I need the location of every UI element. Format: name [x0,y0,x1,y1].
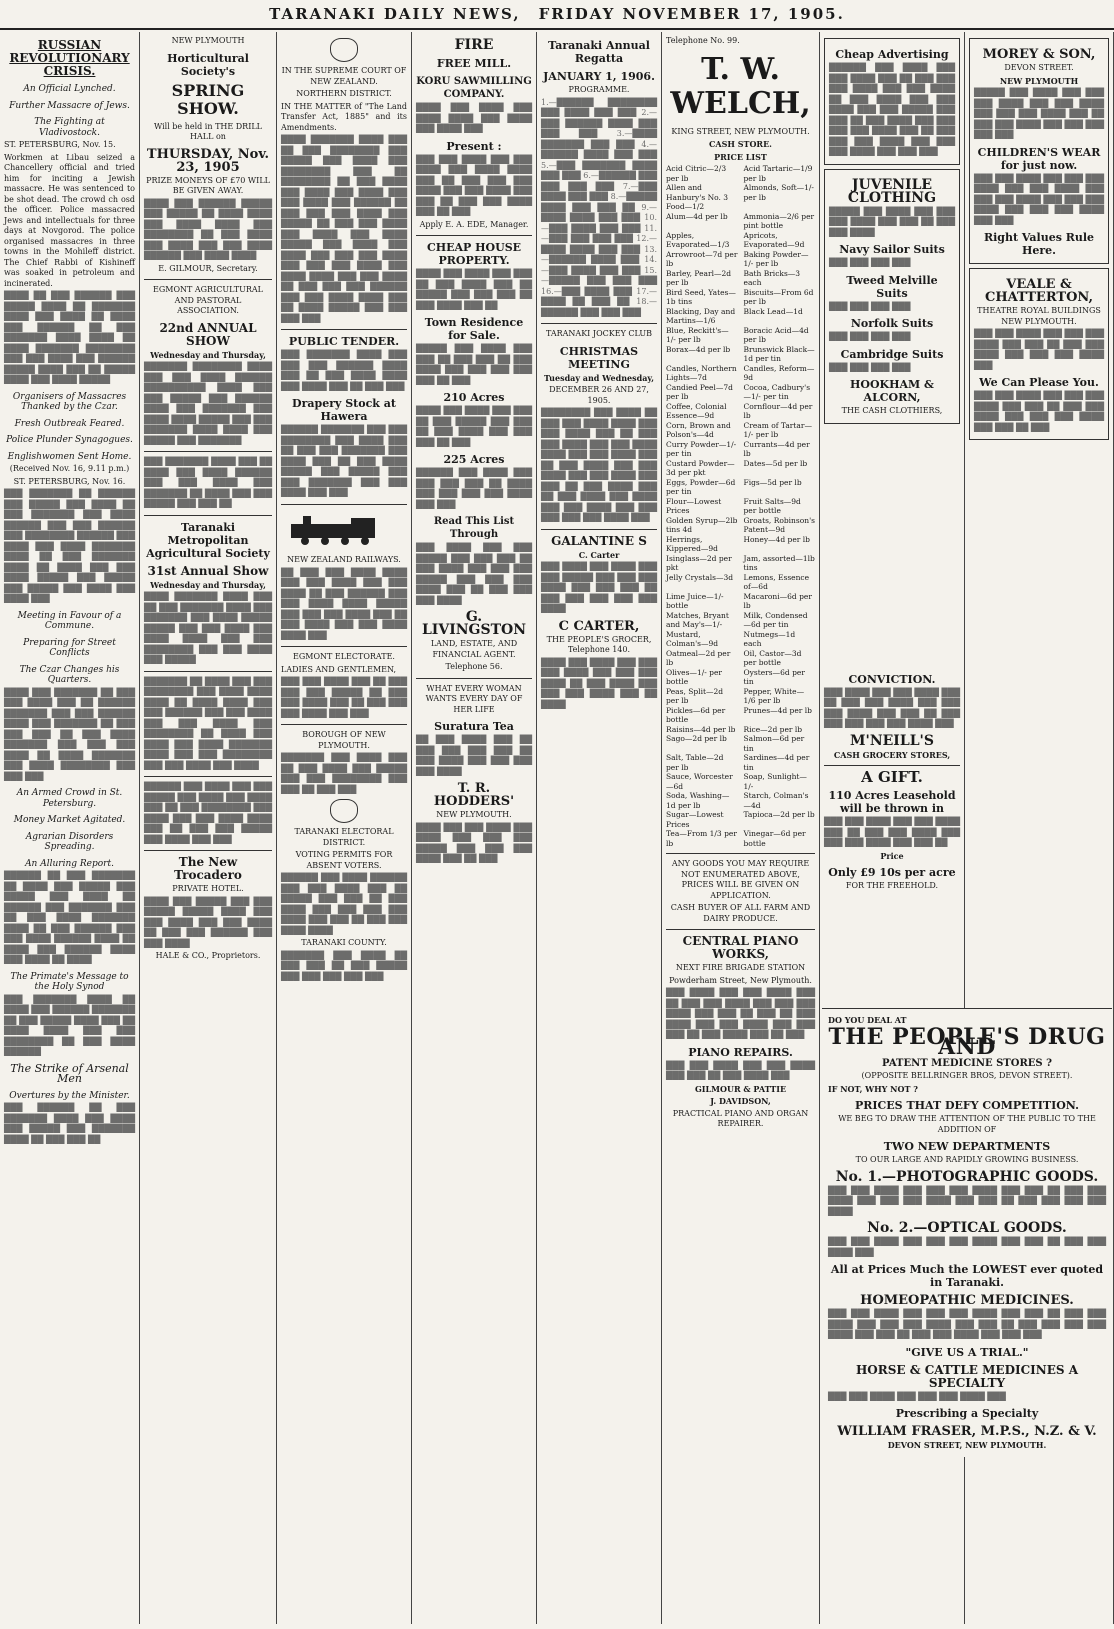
insurance-notice: ████ ███ ████ ███ ███ ███ ████ ███ ███ ███ ████ ██ ███ ████ ███ ███ ███ ████ ███ ██ ████ [541,657,657,709]
conviction-body: ███ ████ ███ ███ ████ ███ ██ ███ ███ ████ ███ ███ ███ ████ ███ ███ ██ ███ ███ ███ ███ ███ ████ ███ [824,687,960,728]
price-line: ███ ███ ███ ███ [829,332,911,341]
price-list-item: Coffee, Colonial Essence—9d [666,401,727,420]
price-list-item: Biscuits—From 6d per lb [743,287,814,306]
tender-body: ███ ███████ ████ ███ ███ ███ ██████ ████ ███ ██ ███ ████ ████ ███ ████ ███ ██ ███ ███ [281,350,407,391]
public-tender-heading: PUBLIC TENDER. [288,335,400,348]
subhead: The Fighting at Vladivostock. [34,117,105,138]
price-list-item: Candles, Reform—9d [743,363,815,382]
suratura-heading: Suratura Tea [434,720,514,733]
russian-headline: RUSSIAN REVOLUTIONARY CRISIS. [9,38,130,78]
price-list-item: Bird Seed, Yates—1b tins [666,287,736,306]
divider [666,929,815,930]
morey-place: NEW PLYMOUTH [999,75,1079,86]
subhead: Preparing for Street Conflicts [23,637,116,658]
price-list-item: Dates—5d per lb [743,458,808,468]
price-list-item: Almonds, Soft—1/- per lb [743,183,814,202]
price-list-item: Salmon—6d per tin [743,734,805,753]
drug-store-heading: THE PEOPLE'S DRUG AND [828,1023,1106,1060]
price-list-item: Figs—5d per lb [743,477,802,487]
absent-voters: VOTING PERMITS FOR ABSENT VOTERS. [295,850,393,870]
secretary-signature: E. GILMOUR, Secretary. [158,263,258,273]
price-list-item: Herrings, Kippered—9d [666,534,718,553]
article-body-continued: ████ ██ ███ ██████ ███ █████ ████ ██ ███████ ████ ███ ████ ██ ████ ███ ██████ ██ ███ ███████ ████ ████ ██ ████ ███████ ████████ ███ ███ ████ ███ ██████ █████ ████ ███ ██ █████ ████ ███ ████ █████ [4,291,135,384]
divider [541,529,657,530]
fire-heading: FIRE [454,37,494,53]
electoral-heading: TARANAKI ELECTORAL DISTRICT. [294,827,394,847]
tender-body: ██████ ███████ ███ ███ ████████ ███ ████ ███ ██ ███ ███ ███████ ███ ████ ███ ██ ███ ████ █████ ███ █████ ███ ███ ███████ ███ ███ ████ ███ ███ [281,425,407,497]
photo-goods: No. 1.—PHOTOGRAPHIC GOODS. [835,1168,1099,1185]
morey-street: DEVON STREET. [1004,63,1074,72]
ladies-greeting: LADIES AND GENTLEMEN, [281,664,397,674]
column-property [412,32,537,1624]
price-list-item: Baking Powder—1/- per lb [743,249,809,268]
livingston-telephone: Telephone 56. [445,662,503,671]
price-list-item: Mustard, Colman's—9d [666,629,719,648]
tea-tagline: WHAT EVERY WOMAN WANTS EVERY DAY OF HER LIFE [425,683,523,714]
hotel-owner: HALE & CO., Proprietors. [155,951,261,960]
show-days: Wednesday and Thursday, [150,349,266,360]
cash-store: CASH STORE. [709,139,772,149]
property-body: ███ ████ ███ ███ █████ ███ ███ ███ ██ ███ ████ ███ ███ ███ █████ ███ ███ ███ ████ ███ ██ ███ ███ ███ ████ [416,543,532,605]
subhead: An Official Lynched. [23,84,116,94]
subhead: Further Massacre of Jews. [9,100,130,111]
present-heading: Present : [446,139,502,153]
norfolk-suits: Norfolk Suits [850,317,934,330]
issue-date: FRIDAY NOVEMBER 17, 1905. [538,5,845,23]
davidson-heading: J. DAVIDSON, [710,1096,771,1106]
price-list-item: Salt, Table—2d per lb [666,753,724,772]
veale-box [969,268,1109,440]
drapery-heading: Drapery Stock at Hawera [292,397,396,423]
piano-repairs-heading: PIANO REPAIRS. [688,1045,793,1059]
price-list-item: Sardines—4d per tin [743,753,810,772]
dateline: ST. PETERSBURG, Nov. 16. [13,476,126,486]
hookham-sub: THE CASH CLOTHIERS, [841,406,943,415]
cheap-advertising-box [824,38,960,165]
subhead: Overtures by the Minister. [9,1090,130,1101]
hotel-sub: PRIVATE HOTEL. [172,884,244,893]
price-list-item: Acid Tartaric—1/9 per lb [743,164,813,183]
price-list-item: Apricots, Evaporated—9d [743,230,805,249]
county-heading: TARANAKI COUNTY. [301,938,387,947]
subhead: Meeting in Favour of a Commune. [17,610,122,631]
gift-heading: A GIFT. [861,768,923,786]
subhead: Englishwomen Sent Home. [7,451,132,462]
price-list-item: Acid Citric—2/3 per lb [666,164,727,183]
price-list-item: Nutmegs—1d each [743,629,796,648]
show-details: ████ ███ ██████ █████ ███ █████ ██ ████ ████ ███ ████ ████ ███ ████████ ██ ███ ████ ███ ████ ███ ███ ████ ██████ ███ ████ ████ [144,198,272,260]
price-list-item: Black Lead—1d [743,306,803,316]
subhead: The Czar Changes his Quarters. [19,664,120,685]
price-list-item: Sago—2d per lb [666,734,727,743]
price-list-item: Golden Syrup—2lb tins 4d [666,515,738,534]
price-list-item: Corn, Brown and Polson's—4d [666,420,731,439]
price-list-item: Honey—4d per lb [743,534,810,544]
price-list-item: Jelly Crystals—3d [666,572,734,582]
price-list-item: Apples, Evaporated—1/3 [666,230,730,249]
masthead [0,0,1114,30]
price-list-item: Milk, Condensed—6d per tin [743,610,808,629]
freehold-note: FOR THE FREEHOLD. [845,881,939,890]
prescribing: Prescribing a Specialty [895,1407,1039,1420]
price-list-item: Brunswick Black—1d per tin [743,344,815,363]
mill-contact: Apply E. A. EDE, Manager. [419,219,529,229]
hotel-details: ████ ███ █████ ███ ███ █████ █████ ████ ███ ███ ████ ███ ███ ████ ██ ███ ███ ██████ ███ ███ ████ [144,896,272,948]
navy-suits: Navy Sailor Suits [839,243,945,256]
livingston-sub: LAND, ESTATE, AND FINANCIAL AGENT. [430,639,518,659]
morey-body: █████ ███ ████ ███ ███ ███ ████ ███ ███ ████ ███ ███ ███ ████ ███ ██ ███ ███ ████ ███ ███ ███ ███ ███ [974,88,1104,139]
metro-society: Taranaki Metropolitan Agricultural Society [146,520,270,560]
price-list-item: Oil, Castor—3d per bottle [743,648,802,667]
subhead: Agrarian Disorders Spreading. [25,831,114,852]
juvenile-heading: JUVENILE CLOTHING [847,176,937,206]
locomotive-icon [281,514,401,546]
article-body-continued: ███ ██████ ██ ███ ███████ ████ ███ ████ ███ █████ ███ ███████ ████ ██ ███ ███ ██ [4,1103,135,1144]
price-list-item: Alum—4d per lb [666,211,728,221]
divider [144,451,272,452]
koru-heading: KORU SAWMILLING COMPANY. [416,76,532,100]
price-list-item: Ammonia—2/6 per pint bottle [743,211,815,230]
property-body: ████ ███ ████ ███ ███ ██ ███ █████ ███ ███ ██ ███ ████ ███ ███ ███ ██ ███ [416,406,532,447]
divider [281,646,407,647]
piano-body: ███ ███ ████ ███ ███ ████ ███ ███ ██ ███ ████ ███ [666,1060,815,1080]
regatta-heading: Taranaki Annual Regatta [548,39,650,65]
veale-sub: THEATRE ROYAL BUILDINGS NEW PLYMOUTH. [977,306,1101,326]
two-departments-sub: TO OUR LARGE AND RAPIDLY GROWING BUSINESS. [855,1155,1079,1164]
photo-body: ███ ███ ████ ███ ███ ███ ████ ███ ███ ██ ███ ███ ████ ███ ███ ███ ████ ███ ███ ██ ███ ███ ███ ███ ████ [828,1185,1106,1216]
railways-heading: NEW ZEALAND RAILWAYS. [287,555,401,564]
spring-show-title: SPRING SHOW. [171,80,245,118]
price-list-item: Borax—4d per lb [666,344,731,354]
price-list-item: Cream of Tartar—1/- per lb [743,420,812,439]
mcneill-heading: M'NEILL'S [850,732,934,749]
price-list-item: Olives—1/- per bottle [666,667,723,686]
subhead: Fresh Outbreak Feared. [14,418,125,429]
price-list-item: Allen and Hanbury's No. 3 Food—1/2 [666,183,729,211]
price-list-item: Arrowroot—7d per lb [666,249,738,268]
price-list-item: Oatmeal—2d per lb [666,648,731,667]
price-list-item: Pepper, White—1/6 per lb [743,686,805,705]
article-body-continued: ██████ ██ ███ ███████ ██ ████ ███ █████ ███ █████ ███ ████ ██ ██████ ███ ███████ ███ ██ ███ ████ ███████ ████ ██ ███ ██████ ███ ███ ████ ██████ ████ ██ ████ ███ ██████ ████ ███ ████ ██ ████ [4,871,135,964]
metro-show: 31st Annual Show [147,563,269,578]
piano-street: Powderham Street, New Plymouth. [669,975,812,985]
cash-buyer: CASH BUYER OF ALL FARM AND DAIRY PRODUCE. [670,903,811,923]
price-list-item: Rice—2d per lb [743,724,803,734]
read-list-heading: Read This List Through [433,516,515,540]
fraser-heading: WILLIAM FRASER, M.P.S., N.Z. & V. [837,1424,1097,1439]
mill-heading: FREE MILL. [436,57,512,70]
carter-heading: C CARTER, [558,618,640,634]
hodders-heading: T. R. HODDERS' [433,781,515,809]
price-list-item: Cornflour—4d per lb [743,401,813,420]
column-welch [662,32,820,1624]
if-not: IF NOT, WHY NOT ? [828,1083,918,1094]
show-details: ███████ ████████ ████ ███ ███ ████ ██████ ██████████ ████ ███ ███ █████ ███ ██████ ████ ███ ███████ ███ ████ ████ █████ ███ ███ ███████ ████ ████ ███ █████ ███ ███████ [144,362,272,445]
price-list-item: Lime Juice—1/- bottle [666,591,724,610]
property-body: █████ ███ ████ ███ ███ ██ ███ ███ ██ ███ ████ ███ ███ ███ ███ ███ ██ ███ [416,344,532,385]
price-line: ███ ███ ███ ███ [829,301,911,311]
welch-street: KING STREET, NEW PLYMOUTH. [671,126,810,136]
horse-body: ███ ███ ████ ███ ███ ███ ████ ███ [828,1391,1006,1401]
column-russian-crisis [0,32,140,1624]
divider [281,329,407,330]
price-list-item: Eggs, Powder—6d per tin [666,477,736,496]
price-list [666,164,815,848]
coat-of-arms-icon [330,799,358,823]
drug-opposite: (OPPOSITE BELLRINGER BROS, DEVON STREET). [861,1071,1073,1080]
price-list-item: Raisins—4d per lb [666,724,736,734]
piano-sub: NEXT FIRE BRIGADE STATION [675,963,806,972]
acres-225-heading: 225 Acres [443,453,505,466]
classifieds: ██████ ███ ████ ███ ███ ████ ███ ██ ███ ███ ███ ████ ███ ███ ████ ██ ███ ████ ███ ███ ████ ███ ███ █████ ███ ███ ██ ███ ████ ███ ███ ███ ███ ████ ███ ██ ███ ███ ███ ████ ███ ███ ███ ████ ███ ███ ███ [829,63,955,156]
price-list-item: Blue, Reckitt's—1/- per lb [666,325,729,344]
subhead: The Primate's Message to the Holy Synod [10,971,129,992]
price-list-item: Bath Bricks—3 each [743,268,801,287]
acres-210-heading: 210 Acres [443,391,505,404]
carter-body: ███ ████ ███ ████ ███ ███ █████ ███ ███ ███ ████ ███ ███ ███ ██ ███ ███ ███ ███ ███ ████ [541,562,657,613]
carter-name: C. Carter [578,549,620,560]
electoral-body: ██████ ███ ████ ██████ ███ ███ ████ ███ ██ █████ ███ ███ ██ ███ ████ ███ ███ ███ ███ ████ ███ ███ ██ ███ ███ ████ ████ [281,873,407,935]
right-values: Right Values Rule Here. [983,231,1095,257]
price-list-item: Matches, Bryant and May's—1/- [666,610,729,629]
price-list-item: Sauce, Worcester—6d [666,772,733,791]
regatta-programme: 1.—██████ ████████ ███ ████ ███ ███ 2.—███ ██████ ████ ███ ███ ███ 3.—████ ███████ ███ ███ 4.—██████ ████ ███ ███ 5.—███ ███████ ████ ███ ███ 6.—██████ ███ ███ ███ ███ 7.—███ ████ ███ ███ 8.—█████ ████ ███ ███ ██ 9.—████ ████ ███ ███ 10.—███ ████ ███ ███ 11.—███ ███ ███ ███ 12.—████ ████ ███ ███ 13.—██████ ████ ███ 14.—███ ████ ███ ███ 15.—█████ ███ ███ ███ 16.—███ ████ ███ 17.—████ ██ ███ ██ 18.—██████ ███ ███ ███ [541,97,657,317]
price-list-item: Groats, Robinson's Patent—9d [743,515,815,534]
welch-heading: T. W. WELCH, [670,51,811,121]
regatta-date: JANUARY 1, 1906. [543,70,655,83]
subhead: An Armed Crowd in St. Petersburg. [16,788,123,809]
davidson-sub: PRACTICAL PIANO AND ORGAN REPAIRER. [672,1108,809,1128]
divider [281,504,407,505]
trial-heading: "GIVE US A TRIAL." [905,1345,1029,1359]
column-shows [140,32,277,1624]
cambridge-suits: Cambridge Suits [840,347,944,361]
lowest-prices: All at Prices Much the LOWEST ever quoted in Taranaki. [830,1263,1104,1289]
price-list-note: ANY GOODS YOU MAY REQUIRE NOT ENUMERATED ABOVE, PRICES WILL BE GIVEN ON APPLICATION. [671,859,810,900]
article-body: Workmen at Libau seized a Chancellery official and tried him for inciting a Jewish massacre. He was sentenced to be shot dead. The crowd ch osd the officer. Police massacred Jews and intellectuals for three days at Novgorod. The police organised massacres in three towns in the Mohileff district. The Chief Rabbi of Kishineff was soaked in petroleum and incinerated. [4,152,135,288]
morey-heading: MOREY & SON, [982,47,1096,62]
price-list-item: Candles, Northern Lights—7d [666,363,737,382]
fraser-street: DEVON STREET, NEW PLYMOUTH. [887,1440,1047,1450]
divider [824,765,960,766]
optical-goods: No. 2.—OPTICAL GOODS. [867,1220,1067,1236]
price-list-item: Isinglass—2d per pkt [666,553,732,572]
place-label: NEW PLYMOUTH [171,36,245,45]
price-list-item: Jam, assorted—1lb tins [743,553,815,572]
price-label: Price [880,850,904,861]
subhead: Organisers of Massacres Thanked by the Czar. [12,391,127,412]
price-list-item: Vinegar—6d per bottle [743,829,806,848]
cheap-property-heading: CHEAP HOUSE PROPERTY. [426,241,522,267]
divider [416,678,532,679]
juvenile-clothing-box [824,169,960,424]
price-list-item: Barley, Pearl—2d per lb [666,268,732,287]
jockey-club: TARANAKI JOCKEY CLUB [545,329,653,338]
hodders-body: ████ ███ ███ ████ ███ ████ ███ ███ ███ █████ ███ ███ ███ ████ ███ ██ ███ [416,822,532,863]
programme-heading: PROGRAMME. [568,85,630,94]
subhead: Money Market Agitated. [13,815,126,825]
metro-days: Wednesday and Thursday, [150,579,266,590]
veale-body: ███ ███ ████ ███ ███ ███ ████ ███ ███ ██ ███ ███ ████ ███ ███ ███ ████ ███ [974,329,1104,370]
column-events [537,32,662,1624]
price-list-item: Sugar—Lowest Prices [666,810,724,829]
mill-table: ████ ███ ████ ███ ████ ████ ███ ████ ███ ████ ███ [416,103,532,133]
show-details: ████ ███████ ████ ███ ██ ███ ███████ ████ ███ ███████ ███ ████ █████ █████ ███ ███ ████ ███ ████ ████ ███ ███ ████████ ███ ███ ████ ███ █████ [144,592,272,664]
drug-question: DO YOU DEAL AT [828,1015,907,1025]
divider [541,323,657,324]
piano-works-heading: CENTRAL PIANO WORKS, [682,934,799,961]
notice: ███████ ██ ████ ███ ███ ████████ ███ ████ ████ ████ ██ ████ ████ ███ ███ ██████ ███ ███ ████ ███ ███ ████ ███ ████████ ██ ████ ███ ████ ███ ████ ███████ ████ ███ ███ ████████ ███ ███ ████ ███ ████ [144,676,272,770]
divider [144,515,272,516]
coat-of-arms-icon [330,38,358,62]
price-list-item: Tapioca—2d per lb [743,810,815,819]
veale-body: ███ ███ ████ ███ ███ ███ ████ ███ ███ ██ ███ ███ ████ ███ ███ ███ ████ ███ ███ ██ ███ [974,391,1104,432]
divider [144,850,272,851]
subhead: Police Plunder Synagogues. [6,435,133,445]
property-body: ████ ███ ████ ███ ███ ██ ███ ████ ███ ██ █████ ███ ███ ███ ██ ███ ████ ███ ██ [416,269,532,310]
property-body: ██████ ███ ████ ███ ███ ███ ███ ██ ████ ███ ███ ███ ███ ████ ███ ███ [416,468,532,509]
meeting-dates: DECEMBER 26 AND 27, 1905. [549,385,649,405]
price-list-item: Candied Peel—7d per lb [666,382,733,401]
court-district: NORTHERN DISTRICT. [296,89,392,98]
drug-store-ad [822,1008,1112,1457]
mcneill-sub: CASH GROCERY STORES, [833,749,951,760]
venue: Will be held in THE DRILL HALL on [154,121,262,141]
association-name: EGMONT AGRICULTURAL AND PASTORAL ASSOCIATION. [153,285,263,315]
electorate-heading: EGMONT ELECTORATE. [293,652,395,661]
electorate-body: ███ ███ ████ ███ ██ ███ ███ ███ █████ ██ ███ ███ ████ ███ ██ ███ ███ ███ ████ ███ ███ [281,677,407,718]
drug-banner-spacer [824,428,960,668]
price-list-item: Fruit Salts—9d per bottle [743,496,801,515]
hookham-heading: HOOKHAM & ALCORN, [850,378,934,404]
price-list-heading: PRICE LIST [714,151,767,162]
mill-body: ███ ███ ████ ███ ███ ████ ███ ████ ████ ███ ██ ███ ███ ███ ████ ███ ███ ████ ███ ███ ██ ███ ███ ████ ███ ██ ███ [416,154,532,216]
divider [144,279,272,280]
gift-body: ███ ███ ████ ███ ███ ████ ███ ██ ███ ███ ████ ███ ███ ███ ████ ███ ███ ██ [824,817,960,847]
divider [144,776,272,777]
homeopathic: HOMEOPATHIC MEDICINES. [860,1293,1074,1308]
borough-heading: BOROUGH OF NEW PLYMOUTH. [302,730,386,750]
price-list-item: Curry Powder—1/- per tin [666,439,737,458]
gilmour-pattie: GILMOUR & PATTIE [694,1083,787,1094]
article-body-continued: ███ ███████ ████ ██ ████ ███ ██████ ███████ ██ ███ █████ ████ ███ ██ ████ ████ ███ ███ ████████ ██ ███ ████ ██████ [4,994,135,1056]
dateline: ST. PETERSBURG, Nov. 15. [4,140,116,149]
morey-items: ███ ███ ████ ███ ███ ███ ████ ███ ███ ████ ███ ███ ███ ████ ███ ███ ███ ████ ███ ███ ███ ████ ███ ███ [974,173,1104,225]
annual-show: 22nd ANNUAL SHOW [159,320,257,348]
price-list-item: Soda, Washing—1d per lb [666,791,730,810]
price-list-item: Oysters—6d per tin [743,667,805,686]
price-list-item: Starch, Colman's—4d [743,791,809,810]
price-list-item: Pickles—6d per bottle [666,705,726,724]
tea-body: ██ ███ ████ ███ ██ ███ ███ ███ ███ ██ ███ ████ ███ ███ ███ ███ ████ [416,735,532,776]
court-matter: IN THE MATTER of "The Land Transfer Act, 1885" and its Amendments. [281,101,407,132]
patent-heading: PATENT MEDICINE STORES ? [882,1057,1052,1069]
price-value: Only £9 10s per acre [828,866,956,879]
divider [144,671,272,672]
court-name: IN THE SUPREME COURT OF NEW ZEALAND. [281,66,407,86]
horse-cattle: HORSE & CATTLE MEDICINES A SPECIALTY [855,1362,1079,1390]
notice: ██████ ███ ████ ███ ███ █████ ███ ████ ███ ████ ███ ██ ███ ████████ ███ ████ ███ ███ ████ ████ ███ ██ ███ ███ █████ ███ ████ ███ ███ [144,782,272,844]
two-departments: TWO NEW DEPARTMENTS [883,1140,1051,1153]
prize-money: PRIZE MONEYS OF £70 WILL BE GIVEN AWAY. [146,175,270,195]
homeo-body: ███ ███ ████ ███ ███ ███ ████ ███ ███ ██ ███ ███ ████ ███ ███ ███ ████ ███ ███ ██ ███ ███ ███ ███ ████ ███ ███ ██ ███ ███ ████ ███ ███ ███ [828,1309,1106,1339]
court-notice-body: ████ ███████ ████ ███ ██ ███ ████████ ███ █████ ███ ████ ███ ████████ ███ ██ ████████ ██ ███ ████ ███ ████ ███ ████ ███ ███ ████ ███ ██████ ██ ███ ███ ███ ████ ███ █████ ██ ███ ███ ████ ███ ████ ███ ████ █████ ███ ████ ███ ████ ███ ███ ███ ████ ███ ███ ███ ████ ███ ████ ████ ███ ███ ████ ██ ███ ███ ███ ██████ ███ ███ ████ ████ ███ ██ ████ █████ ███ ███ ███ ███ [281,135,407,323]
tweed-suits: Tweed Melville Suits [846,273,938,300]
price-line: ███ ███ ███ ███ [829,258,911,267]
article-body-continued: ███ ███████ ██ ██████ ███ █████ ███ ████ ██ ███ ███████ ███ ████ ██████ ███ ███ ██████ ███ ████████ ██████ ███ ████ ███ ████ ███████ ████ ██ ███ ███████ ████ ██ ████ ███ ███ ████ █████ ███ █████ ███ █████ ███ ████ ███ ████ ███ [4,489,135,603]
divider [666,853,815,854]
price-list-item: Peas, Split—2d per lb [666,686,724,705]
borough-body: ███████ ███ ████ ███ ██ ███ ████ ███ █████ ███ ███ ████████ ███ ███ ██ ███ ███ [281,753,407,794]
meeting-days: Tuesday and Wednesday, [543,372,655,383]
column-legal-notices [277,32,412,1624]
subhead: The Strike of Arsenal Men [10,1061,129,1085]
notice: ███ ███████ ████ ███ ██ ████ ███ ████ ██████ ███ ███ ████ ███ ███████ ██ ████ ███ ███ █████ ███ ███ ██ [144,457,272,508]
livingston-heading: G. LIVINGSTON [421,609,527,638]
price-list-item: Tea—From 1/3 per lb [666,829,737,848]
price-list-item: Prunes—4d per lb [743,705,812,715]
subhead: An Alluring Report. [25,858,114,869]
galantines-heading: GALANTINE S [551,533,647,548]
juvenile-body: █████ ███ ████ ███ ███ ███ ████ ███ ███ ██ ███ ███ ████ [829,206,955,237]
price-list-item: Cocoa, Cadbury's—1/- per tin [743,382,811,401]
town-residence-heading: Town Residence for Sale. [424,316,524,342]
price-line: ███ ███ ███ ███ [829,362,911,372]
veale-heading: VEALE & CHATTERTON, [985,277,1093,305]
morey-box [969,38,1109,264]
county-body: ███████ ███ ████ ██ ███ ███ ██ ███ █████ ███ ███ ███ ███ ███ [281,950,407,981]
optical-body: ███ ███ ████ ███ ███ ███ ████ ███ ███ ██ ███ ███ ████ ███ [828,1237,1106,1257]
attention-line: WE BEG TO DRAW THE ATTENTION OF THE PUBLIC TO THE ADDITION OF [838,1114,1096,1134]
hotel-name: The New Trocadero [174,855,242,882]
show-date: THURSDAY, Nov. 23, 1905 [146,146,270,175]
jockey-programme: ████████ ███ ████ ██ ███ ███ ████ ████ ███ ███ ████ ███ ██ ███ ███ ████ ███ ███ ████ ████ ███ ███ ████ ███ ██ ███ ████ ███ ███ ████ ███ ███ ████ ███ ███ ██ ███ ████ ███ ██ ███ ████ ███ ████ ███ ███ ████ ███ ███ ███ ███ ███ ████ ███ [541,408,657,522]
welch-telephone: Telephone No. 99. [666,36,740,45]
article-body-continued: ████ ███ ███████ ██ ███ ███ ████ ███ ██ ██████ ███████ ███ ███ ██████ ████ ███ ███████ ██ ███ ███ ███ ██ ███ ████ ███████ ███ ███ ███ ████ ██ ████ ███████ ███ ████ ████████ ███ ███ ███ [4,687,135,781]
price-list-item: Macaroni—6d per lb [743,591,812,610]
price-list-item: Boracic Acid—4d per lb [743,325,809,344]
piano-body: ███ ████ ███ ███ ████ ███ ██ ███ ███ ████ ███ ███ ███ ████ ███ ███ ██ ███ ██ ███ ████ ███ ███ ████ ███ ███ ███ ██ ███ ████ ███ ██ ███ [666,988,815,1039]
price-list-item: Custard Powder—3d per pkt [666,458,735,477]
railways-body: ██ ███ ███ ████ ████ ███ ███ ████ ███ ███ ████ ██ ███ ██████ ███ ███ ████ ████ █████ ███ ███ ███ ████ ███ ██ ███ ████ ███ ███ ████ ████ ███ [281,567,407,640]
hodders-place: NEW PLYMOUTH. [436,810,512,819]
prices-heading: PRICES THAT DEFY COMPETITION. [854,1099,1079,1112]
leasehold-heading: 110 Acres Leasehold will be thrown in [828,789,956,815]
please-heading: We Can Please You. [979,376,1099,389]
society-name: Horticultural Society's [167,51,249,78]
price-list-item: Flour—Lowest Prices [666,496,722,515]
childrens-wear: CHILDREN'S WEAR for just now. [977,145,1101,172]
price-list-item: Lemons, Essence of—6d [743,572,810,591]
christmas-meeting: CHRISTMAS MEETING [559,344,639,371]
price-list-item: Soap, Sunlight—1/- [743,772,807,791]
divider [416,235,532,236]
received-note: (Received Nov. 16, 9.11 p.m.) [9,464,130,473]
divider [281,724,407,725]
price-list-item: Currants—4d per lb [743,439,810,458]
price-list-item: Blacking, Day and Martins—1/6 [666,306,736,325]
cheap-advertising-heading: Cheap Advertising [835,48,949,61]
newspaper-title: TARANAKI DAILY NEWS, [269,5,521,23]
conviction-heading: CONVICTION. [848,672,936,686]
carter-sub: THE PEOPLE'S GROCER, Telephone 140. [546,634,652,654]
